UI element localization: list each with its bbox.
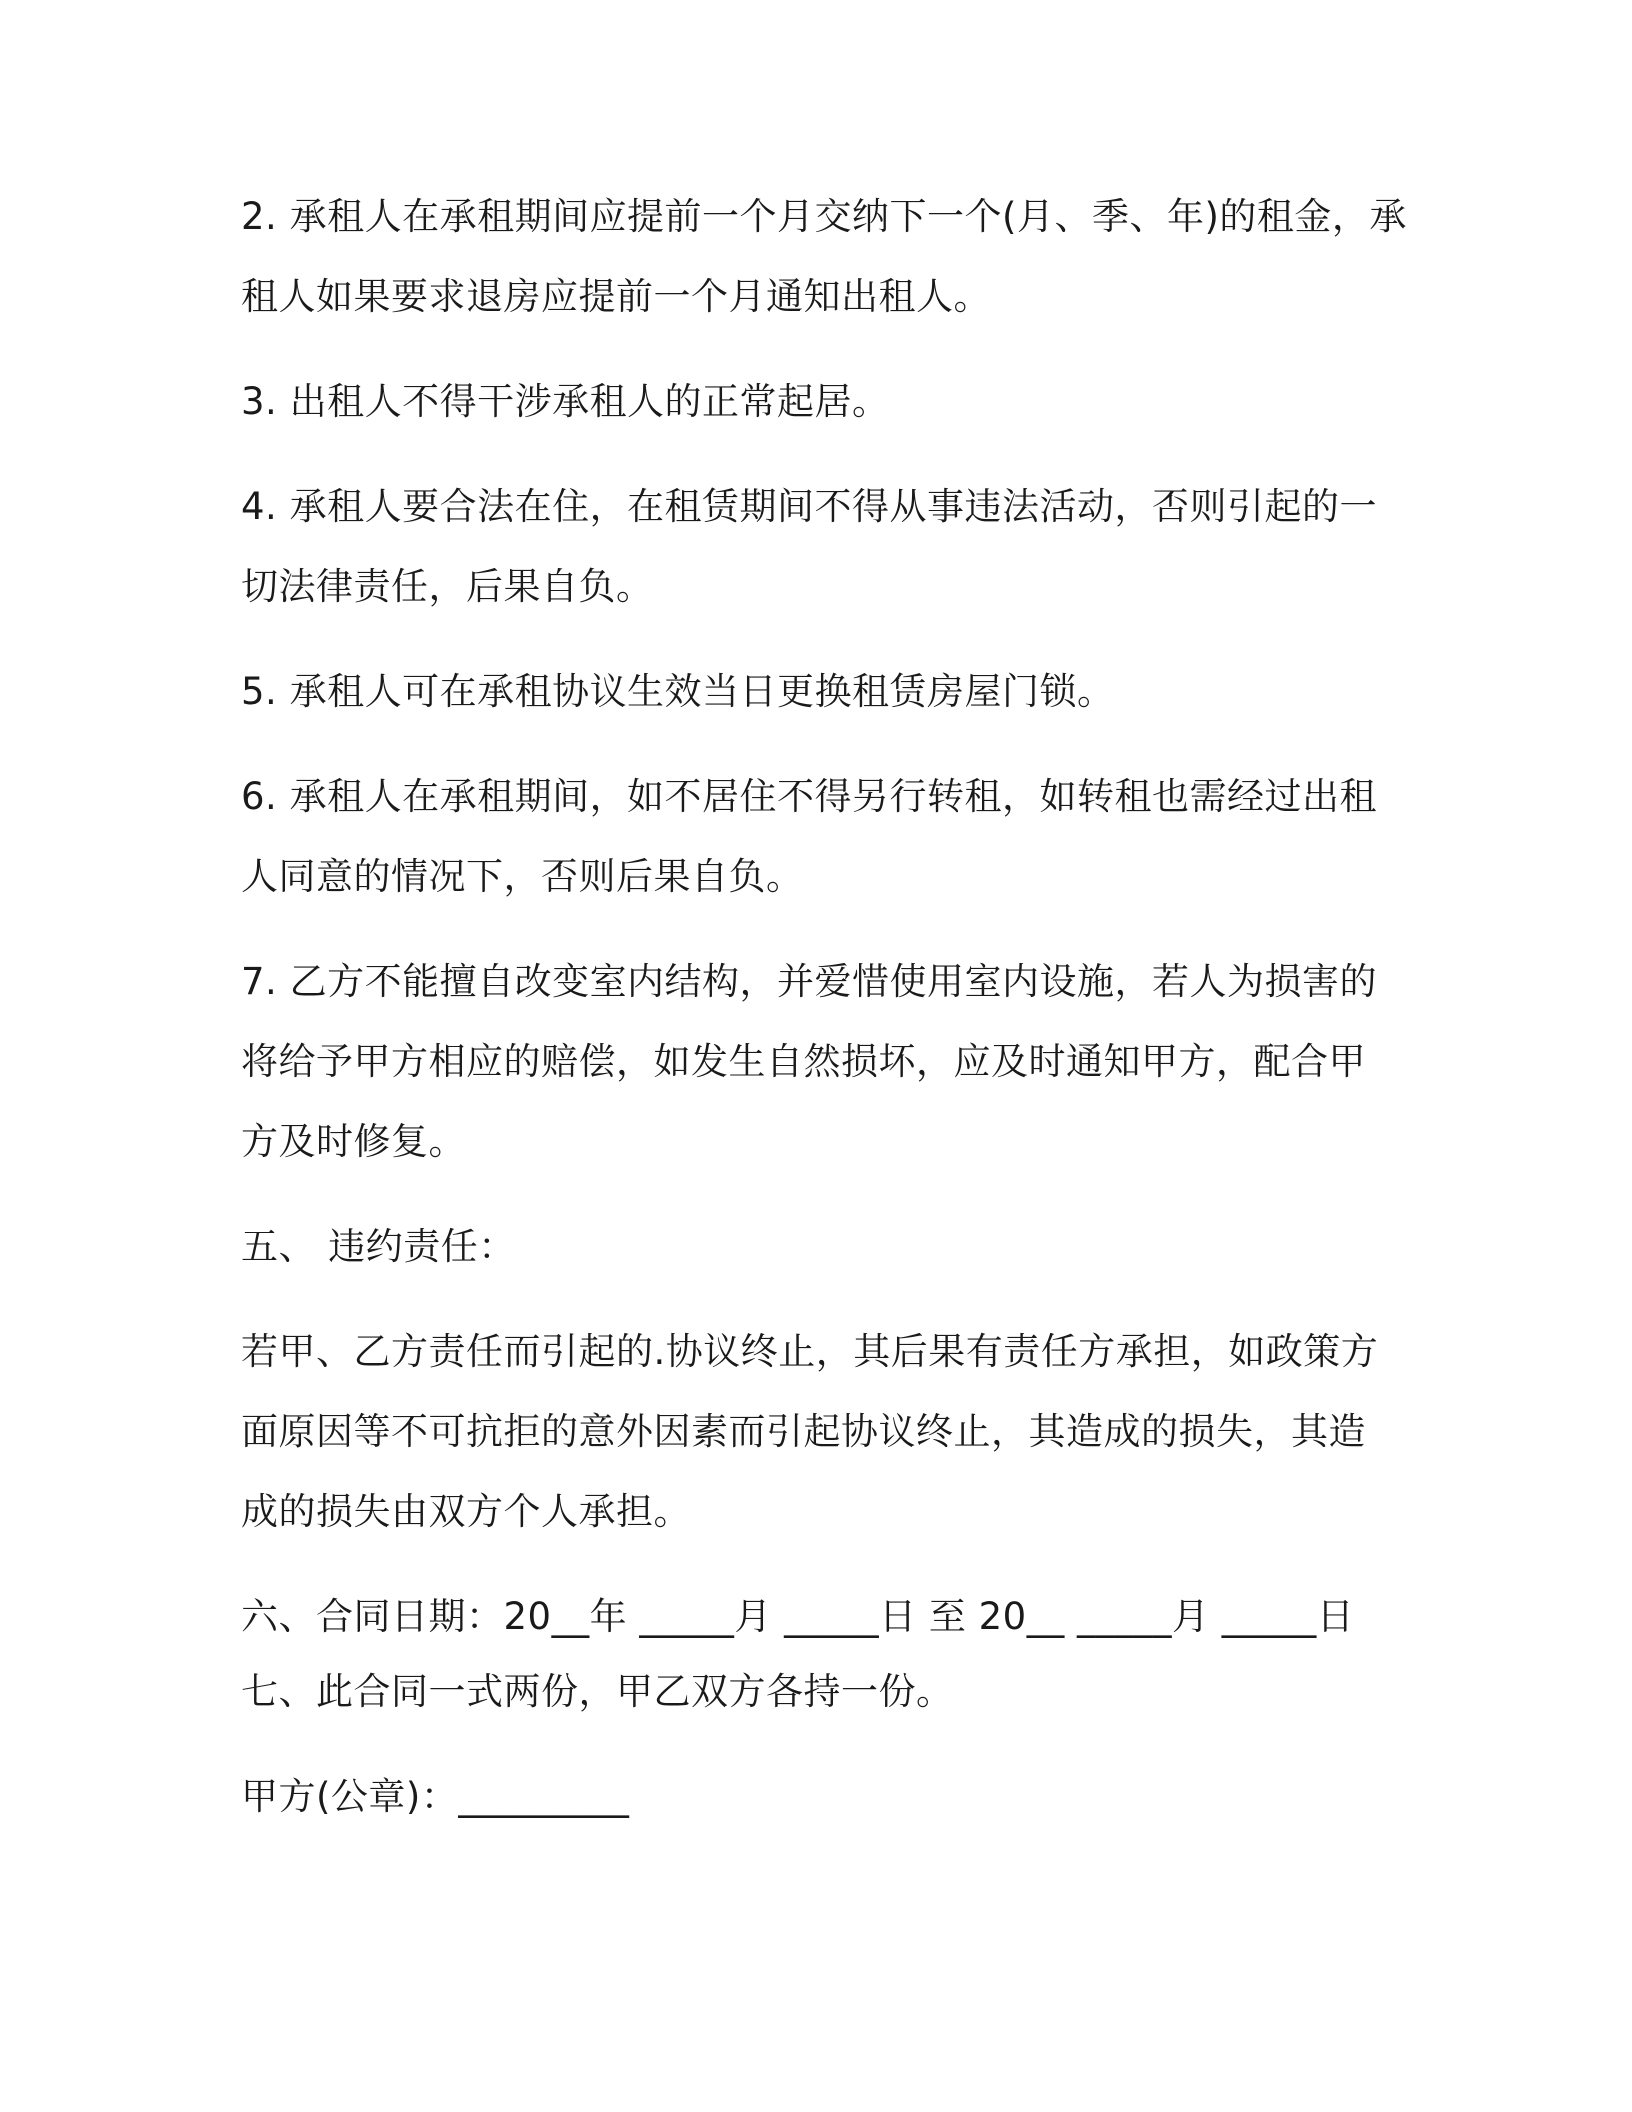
clause-4-line-1: 4. 承租人要合法在住，在租赁期间不得从事违法活动，否则引起的一 bbox=[241, 485, 1378, 528]
party-a-seal-line: 甲方(公章)：_________ bbox=[241, 1775, 630, 1818]
contract-date-line: 六、合同日期：20__年 _____月 _____日 至 20__ _____月 _____日 bbox=[241, 1595, 1355, 1638]
clause-4-line-2: 切法律责任，后果自负。 bbox=[241, 565, 654, 608]
clause-6-line-1: 6. 承租人在承租期间，如不居住不得另行转租，如转租也需经过出租 bbox=[241, 775, 1378, 818]
clause-7-line-1: 7. 乙方不能擅自改变室内结构，并爱惜使用室内设施，若人为损害的 bbox=[241, 960, 1378, 1003]
breach-paragraph-line-1: 若甲、乙方责任而引起的.协议终止，其后果有责任方承担，如政策方 bbox=[241, 1330, 1379, 1373]
clause-5: 5. 承租人可在承租协议生效当日更换租赁房屋门锁。 bbox=[241, 670, 1115, 713]
section-heading-breach-liability: 五、 违约责任： bbox=[241, 1225, 516, 1268]
clause-7-line-2: 将给予甲方相应的赔偿，如发生自然损坏，应及时通知甲方，配合甲 bbox=[241, 1040, 1366, 1083]
breach-paragraph-line-2: 面原因等不可抗拒的意外因素而引起协议终止，其造成的损失，其造 bbox=[241, 1410, 1366, 1453]
clause-3: 3. 出租人不得干涉承租人的正常起居。 bbox=[241, 380, 890, 423]
copies-clause: 七、此合同一式两份，甲乙双方各持一份。 bbox=[241, 1670, 954, 1713]
clause-2-line-1: 2. 承租人在承租期间应提前一个月交纳下一个(月、季、年)的租金，承 bbox=[241, 195, 1407, 238]
clause-2-line-2: 租人如果要求退房应提前一个月通知出租人。 bbox=[241, 275, 991, 318]
clause-6-line-2: 人同意的情况下，否则后果自负。 bbox=[241, 855, 804, 898]
clause-7-line-3: 方及时修复。 bbox=[241, 1120, 466, 1163]
breach-paragraph-line-3: 成的损失由双方个人承担。 bbox=[241, 1490, 691, 1533]
